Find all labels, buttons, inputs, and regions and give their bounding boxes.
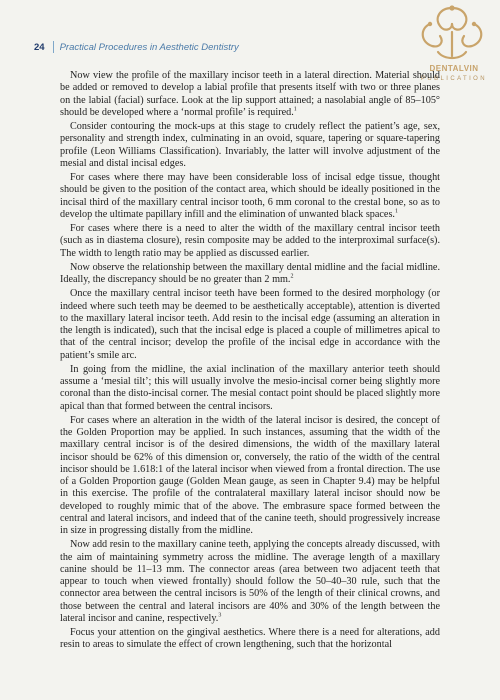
paragraph bbox=[60, 223, 440, 260]
reference-superscript: 1 bbox=[394, 208, 398, 215]
paragraph bbox=[60, 539, 440, 625]
paragraph-text: Consider contouring the mock-ups at this stage to crudely reflect the patient’s age, sex, personality and strength index, culminating in an ovoid, square, tapering or square-tapering profile (Leon Williams Classification). Invariably, the latter will involve adjustment of the mesial and distal incisal edges. bbox=[60, 121, 440, 169]
body-text bbox=[60, 70, 440, 654]
watermark-brand: DENTALVIN bbox=[429, 64, 479, 73]
reference-superscript: 3 bbox=[218, 612, 222, 619]
reference-superscript: 1 bbox=[293, 106, 297, 113]
running-header bbox=[34, 40, 434, 54]
paragraph bbox=[60, 121, 440, 170]
page-number: 24 bbox=[34, 41, 45, 53]
paragraph-text: Once the maxillary central incisor teeth have been formed to the desired morphology (or indeed where such teeth may be deemed to be aesthetically acceptable), attention is diverted to the maxillary lateral incisor teeth. Add resin to the incisal edge (assuming an alteration in the length is indicated), such that the incisal edge is placed a couple of millimetres apical to that of the central incisor; develop the profile of the incisal edge in accordance with the patient’s smile arc. bbox=[60, 288, 440, 361]
paragraph bbox=[60, 70, 440, 119]
paragraph-text: For cases where an alteration in the width of the lateral incisor is desired, the concept of the Golden Proportion may be applied. In such instances, assuming that the width of the maxillary central incisor is of the desired dimensions, the width of the maxillary lateral incisor should be 62% of this dimension or, conversely, the ratio of the width of the central incisor should be 1.618:1 of the lateral incisor when viewed from a frontal direction. The use of a Golden Proportion gauge (Golden Mean gauge, as seen in Chapter 9.4) may be helpful in this exercise. The profile of the contralateral maxillary lateral incisor should now be developed to roughly mimic that of the above. The embrasure space formed between the central and lateral incisors, and indeed that of the canine teeth, should progressively increase in size in progressing distally from the midline. bbox=[60, 414, 440, 536]
crown-emblem-icon bbox=[410, 2, 494, 66]
paragraph-text: For cases where there is a need to alter the width of the maxillary central incisor teeth (such as in diastema closure), resin composite may be added to the interproximal surface(s). The width to length ratio may be applied as discussed earlier. bbox=[60, 223, 440, 259]
paragraph bbox=[60, 288, 440, 362]
paragraph bbox=[60, 262, 440, 287]
paragraph-text: Focus your attention on the gingival aesthetics. Where there is a need for alterations, add resin to areas to simulate the effect of crown lengthening, such that the horizontal bbox=[60, 627, 440, 651]
paragraph-text: Now add resin to the maxillary canine teeth, applying the concepts already discussed, with the aim of maintaining symmetry across the midline. The average length of a maxillary canine should be 11–13 mm. The connector areas (area between two adjacent teeth that appear to touch when viewed frontally) should follow the 50–40–30 rule, such that the connector area between the central incisors is 50% of the length of their clinical crowns, and those between the central and lateral incisors are 40% and 30% of the length between the lateral incisor and canine, respectively. bbox=[60, 539, 440, 624]
reference-superscript: 2 bbox=[290, 273, 294, 280]
watermark-sub: PUBLICATION bbox=[421, 76, 487, 82]
paragraph-text: For cases where there may have been considerable loss of incisal edge tissue, thought should be given to the position of the contact area, which should be ideally positioned in the incisal third of the maxillary central incisor tooth, 6 mm coronal to the crestal bone, so as to develop the ultimate papillary infill and the elimination of unwanted black spaces. bbox=[60, 172, 440, 220]
paragraph bbox=[60, 415, 440, 538]
paragraph bbox=[60, 364, 440, 413]
paragraph bbox=[60, 172, 440, 221]
header-divider bbox=[53, 41, 54, 53]
paragraph-text: In going from the midline, the axial inclination of the maxillary anterior teeth should assume a ‘mesial tilt’; this will usually involve the mesio-incisal corner being slightly more coronal than the disto-incisal corner. The mesial contact point should be placed slightly more apical than that formed between the central incisors. bbox=[60, 363, 440, 412]
paragraph-text: Now view the profile of the maxillary incisor teeth in a lateral direction. Material should be added or removed to develop a labial profile that presents itself with two or three planes on the labial (facial) surface. Look at the lip support attained; a nasolabial angle of 85–105° should be developed where a ‘normal profile’ is required. bbox=[60, 70, 440, 118]
paragraph bbox=[60, 627, 440, 652]
running-title: Practical Procedures in Aesthetic Dentistry bbox=[59, 41, 239, 53]
paragraph-text: Now observe the relationship between the maxillary dental midline and the facial midline. Ideally, the discrepancy should be no greater than 2 mm. bbox=[60, 261, 440, 285]
